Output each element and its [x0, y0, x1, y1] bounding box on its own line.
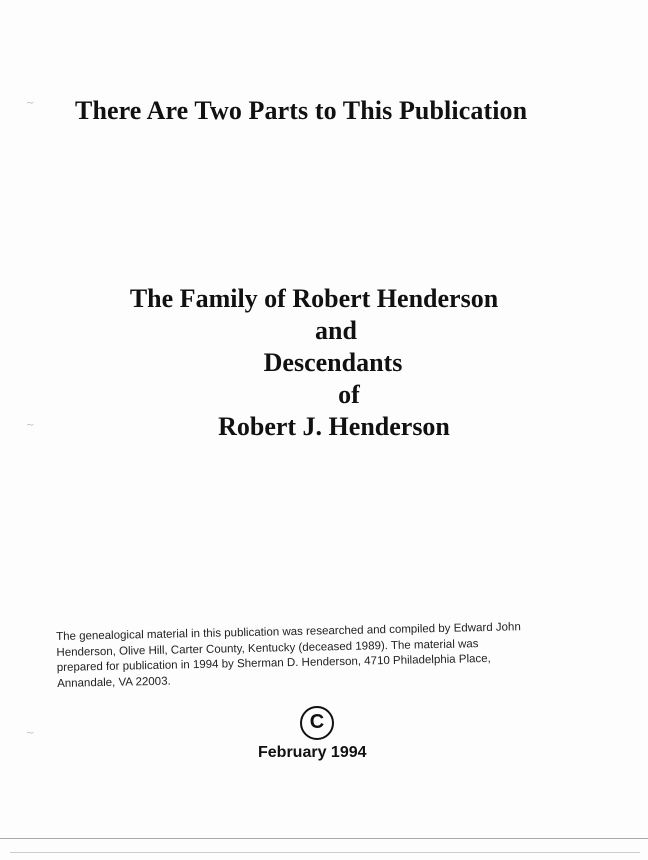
publication-heading: There Are Two Parts to This Publication [75, 96, 528, 125]
title-line-1: The Family of Robert Henderson [129, 284, 499, 313]
copyright-icon: C [300, 706, 334, 740]
title-line-2: and [315, 316, 357, 345]
publication-date: February 1994 [258, 744, 367, 761]
credit-paragraph [56, 619, 577, 692]
credit-line-3: prepared for publication in 1994 by Sherman D. Henderson, 4710 Philadelphia Place, [56, 652, 491, 674]
title-line-5: Robert J. Henderson [218, 412, 450, 441]
credit-line-2: Henderson, Olive Hill, Carter County, Kentucky (deceased 1989). The material was [56, 637, 479, 659]
publication-title [0, 283, 648, 443]
scan-mark-middle: ~ [26, 420, 35, 431]
bottom-scan-line [0, 838, 648, 839]
title-line-4: of [338, 380, 360, 409]
credit-line-4: Annandale, VA 22003. [56, 675, 171, 690]
bottom-scan-line-2 [10, 852, 640, 853]
scan-mark-bottom: ~ [26, 728, 35, 739]
credit-line-1: The genealogical material in this publication was researched and compiled by Edward John [56, 621, 521, 643]
scan-mark-top: ~ [26, 98, 35, 109]
title-line-3: Descendants [263, 348, 403, 377]
